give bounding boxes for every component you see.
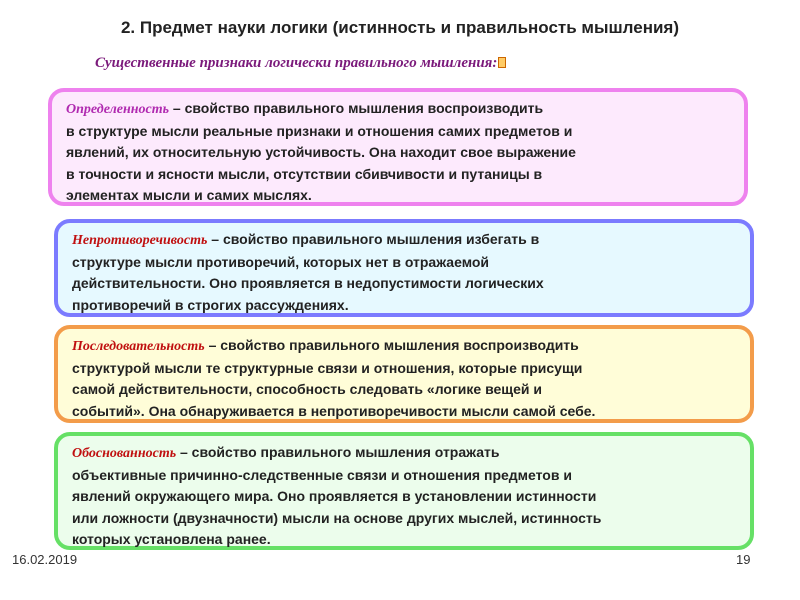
card-sequence <box>54 325 754 423</box>
card-line: самой действительности, способность следовать «логике вещей и <box>72 381 543 397</box>
card-line: противоречий в строгих рассуждениях. <box>72 296 349 313</box>
card-line <box>72 335 738 358</box>
card-term: Непротиворечивость <box>72 233 208 248</box>
card-term: Последовательность <box>72 339 205 354</box>
card-line: явлений окружающего мира. Оно проявляется в установлении истинности <box>72 488 597 504</box>
card-text: – свойство правильного мышления воспроизводить <box>169 100 544 116</box>
card-line: объективные причинно-следственные связи и отношения предметов и <box>72 466 572 483</box>
card-line <box>72 442 738 465</box>
card-line: действительности. Оно проявляется в недопустимости логических <box>72 275 544 291</box>
card-text: – свойство правильного мышления воспроизводить <box>204 337 579 353</box>
card-term: Определенность <box>66 102 170 117</box>
card-line: явлений, их относительную устойчивость. Она находит свое выражение <box>66 144 576 160</box>
footer-date: 16.02.2019 <box>12 552 78 567</box>
slide-title: 2. Предмет науки логики (истинность и правильность мышления) <box>120 18 680 37</box>
subtitle-text: Существенные признаки логически правильного мышления: <box>95 55 498 71</box>
card-line: в структуре мысли реальные признаки и отношения самих предметов и <box>66 122 573 139</box>
page-number: 19 <box>736 552 751 567</box>
cursor-mark-icon <box>498 57 506 68</box>
card-line: событий». Она обнаруживается в непротиворечивости мысли самой себе. <box>72 402 596 419</box>
card-line: структуре мысли противоречий, которых нет в отражаемой <box>72 253 490 270</box>
slide-subtitle <box>95 55 506 72</box>
card-line: в точности и ясности мысли, отсутствии сбивчивости и путаницы в <box>66 165 543 182</box>
card-validity <box>54 432 754 550</box>
card-definiteness <box>48 88 748 206</box>
card-line: структурой мысли те структурные связи и отношения, которые присущи <box>72 359 583 376</box>
card-line <box>66 98 732 121</box>
card-term: Обоснованность <box>72 446 177 461</box>
card-text: – свойство правильного мышления избегать в <box>207 231 540 247</box>
card-line: которых установлена ранее. <box>72 531 271 547</box>
card-line: или ложности (двузначности) мысли на основе других мыслей, истинность <box>72 509 602 526</box>
card-line <box>72 229 738 252</box>
card-text: – свойство правильного мышления отражать <box>176 444 500 460</box>
card-consistency <box>54 219 754 317</box>
card-line: элементах мысли и самих мыслях. <box>66 187 312 203</box>
